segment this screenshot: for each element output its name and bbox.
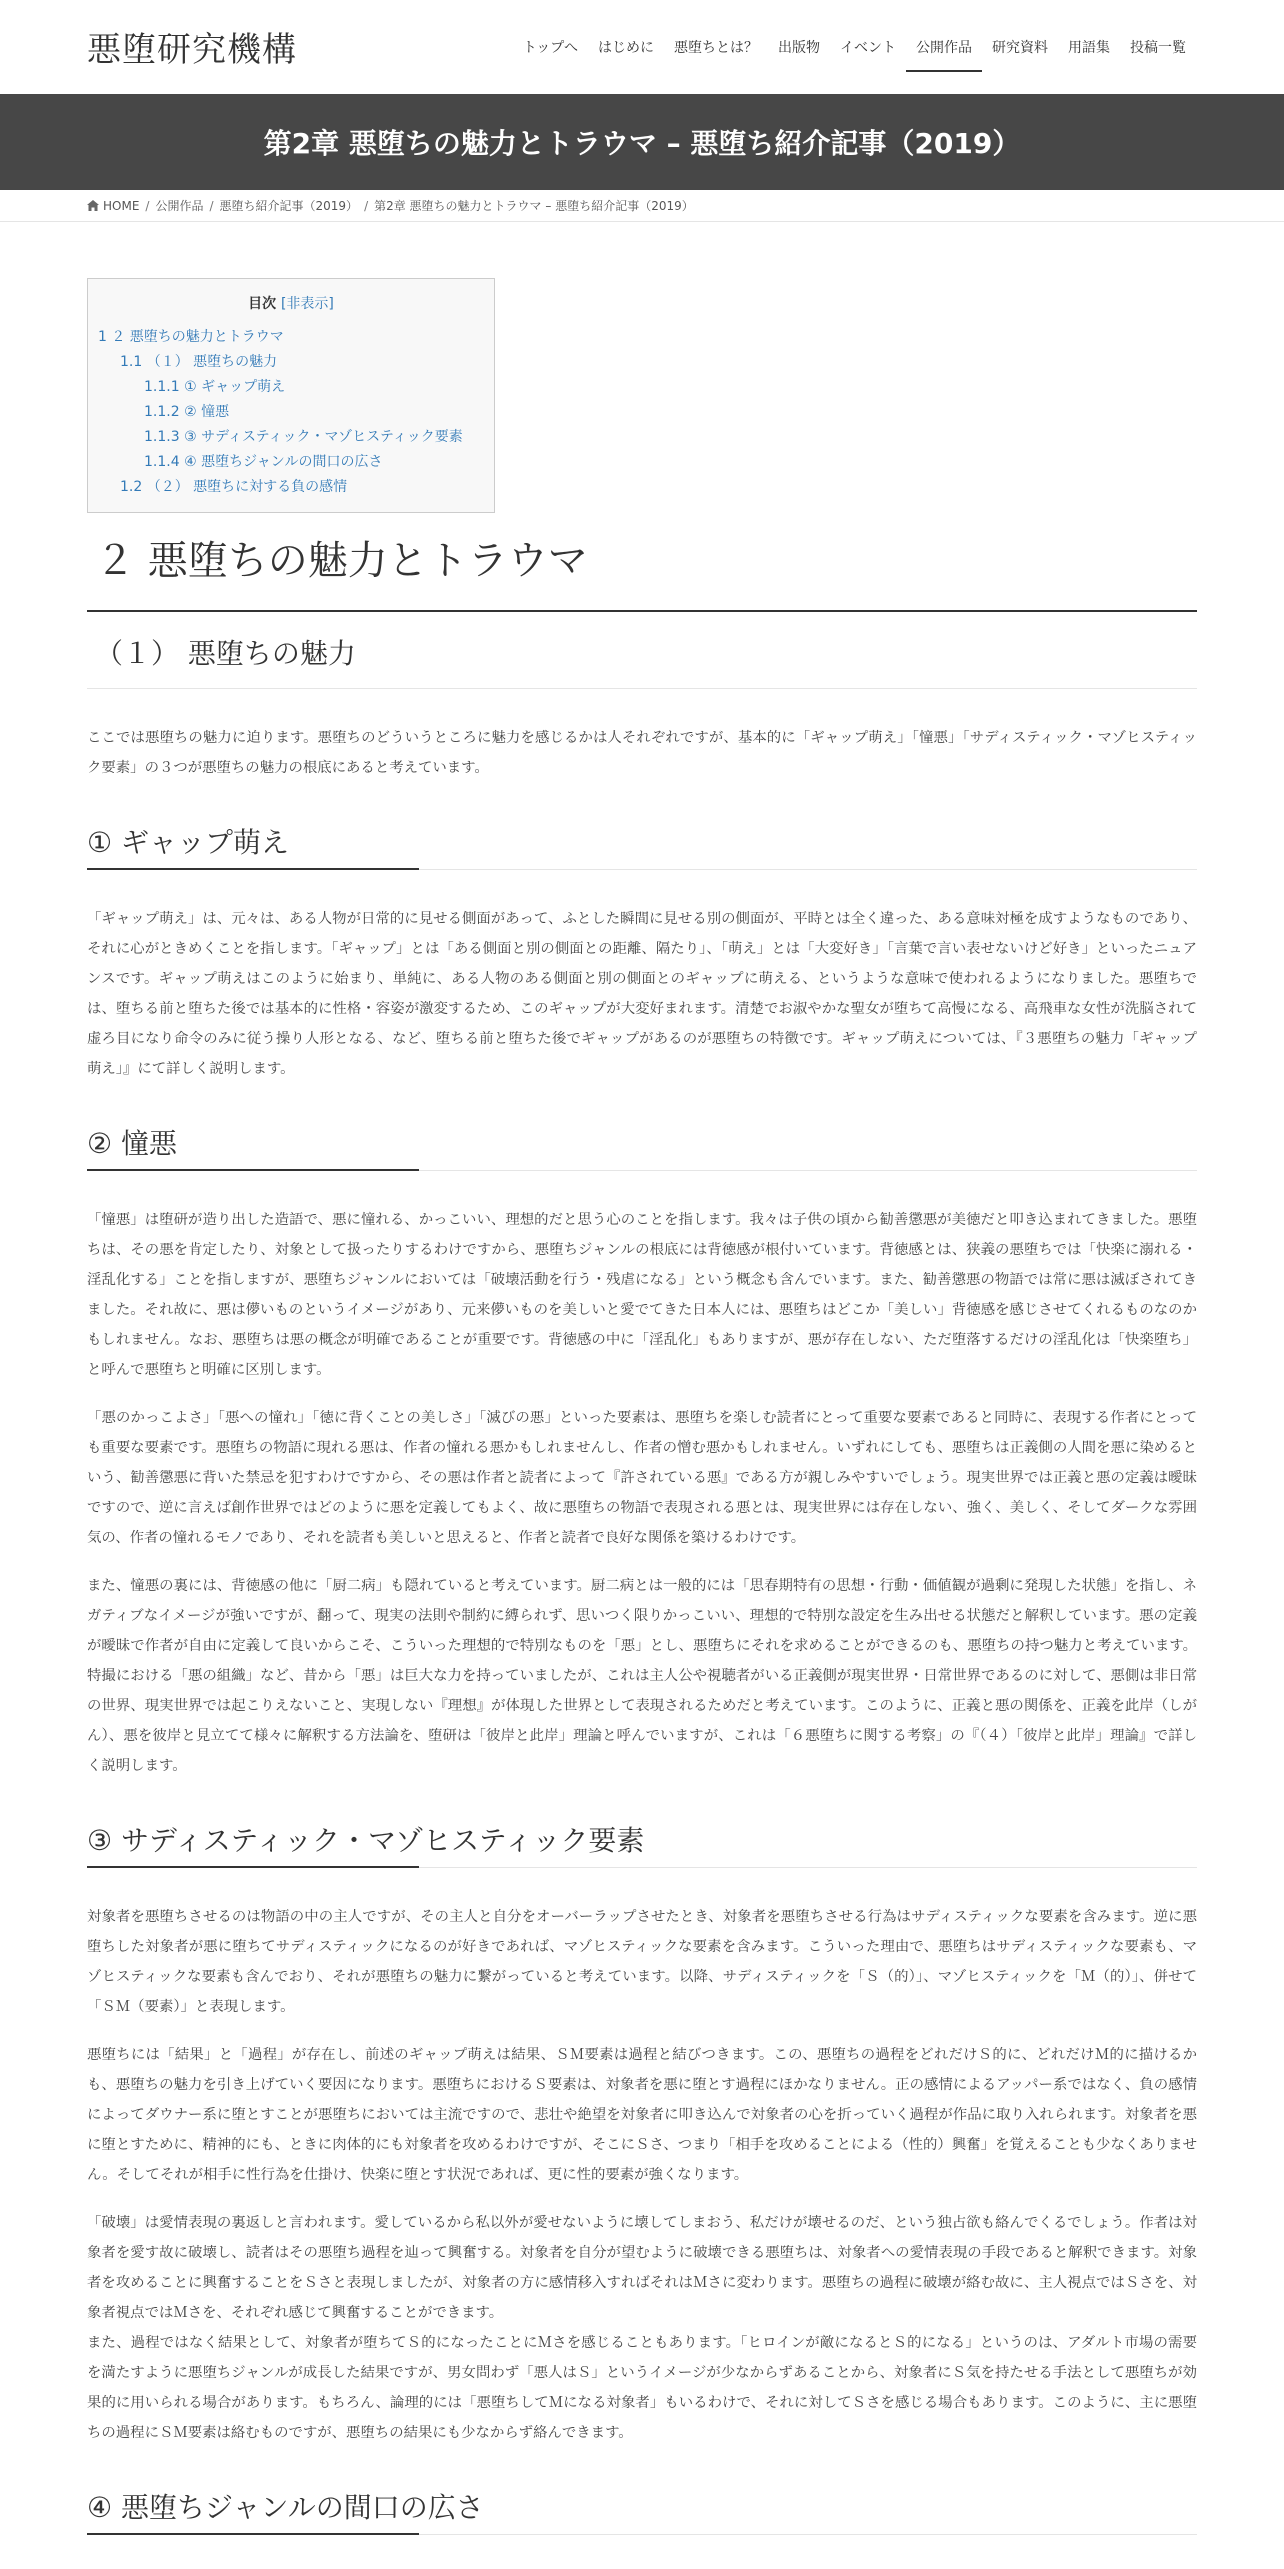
akugare-paragraph-2: 「悪のかっこよさ」「悪への憧れ」「徳に背くことの美しさ」「滅びの悪」といった要素は、悪堕ちを楽しむ読者にとって重要な要素であると同時に、表現する作者にとっても重要な要素です。悪堕ちの物語に現れる悪は、作者の憧れる悪かもしれませんし、作者の憎む悪かもしれません。いずれにしても、悪堕ちは正義側の人間を悪に染めるという、勧善懲悪に背いた禁忌を犯すわけですから、その悪は作者と読者によって『許されている悪』である方が親しみやすいでしょう。現実世界では正義と悪の定義は曖昧ですので、逆に言えば創作世界ではどのように悪を定義してもよく、故に悪堕ちの物語で表現される悪とは、現実世界には存在しない、強く、美しく、そしてダークな雰囲気の、作者の憧れるモノであり、それを読者も美しいと思えると、作者と読者で良好な関係を築けるわけです。	[87, 1410, 1197, 1546]
gap-paragraph: 「ギャップ萌え」は、元々は、ある人物が日常的に見せる側面があって、ふとした瞬間に見せる別の側面が、平時とは全く違った、ある意味対極を成すようなものであり、それに心がときめくことを指します。「ギャップ」とは「ある側面と別の側面との距離、隔たり」、「萌え」とは「大変好き」「言葉で言い表せないけど好き」といったニュアンスです。ギャップ萌えはこのように始まり、単純に、ある人物のある側面と別の側面とのギャップに萌える、というような意味で使われるようになりました。悪堕ちでは、堕ちる前と堕ちた後では基本的に性格・容姿が激変するため、このギャップが大変好まれます。清楚でお淑やかな聖女が堕ちて高慢になる、高飛車な女性が洗脳されて虚ろ目になり命令のみに従う操り人形となる、など、堕ちる前と堕ちた後でギャップがあるのが悪堕ちの特徴です。ギャップ萌えについては、『３悪堕ちの魅力「ギャップ萌え」』にて詳しく説明します。	[87, 911, 1197, 1077]
nav-item-glossary[interactable]: 用語集	[1068, 40, 1110, 56]
nav-item-research[interactable]: 研究資料	[992, 40, 1048, 56]
nav-item-events[interactable]: イベント	[840, 40, 896, 56]
section-heading: （１） 悪堕ちの魅力	[87, 612, 1197, 689]
nav-item-works[interactable]: 公開作品	[906, 0, 982, 94]
toc-title	[98, 293, 484, 313]
breadcrumb-separator: /	[364, 198, 369, 213]
toc-link-gap[interactable]: 1.1.1 ① ギャップ萌え	[144, 379, 286, 395]
toc-link-akugare[interactable]: 1.1.2 ② 憧悪	[144, 404, 230, 420]
akugare-paragraph-3: また、憧悪の裏には、背徳感の他に「厨二病」も隠れていると考えています。厨二病とは一般的には「思春期特有の思想・行動・価値観が過剰に発現した状態」を指し、ネガティブなイメージが強いですが、翻って、現実の法則や制約に縛られず、思いつく限りかっこいい、理想的で特別な設定を生み出せる状態だと解釈しています。悪の定義が曖昧で作者が自由に定義して良いからこそ、こういった理想的で特別なものを「悪」とし、悪堕ちにそれを求めることができるのも、悪堕ちの持つ魅力と考えています。特撮における「悪の組織」など、昔から「悪」は巨大な力を持っていましたが、これは主人公や視聴者がいる正義側が現実世界・日常世界であるのに対して、悪側は非日常の世界、現実世界では起こりえないこと、実現しない『理想』が体現した世界として表現されるためだと考えています。このように、正義と悪の関係を、正義を此岸（しがん）、悪を彼岸と見立てて様々に解釈する方法論を、堕研は「彼岸と此岸」理論と呼んでいますが、これは「６悪堕ちに関する考察」の『（４）「彼岸と此岸」理論』で詳しく説明します。	[87, 1578, 1197, 1774]
nav-item-posts[interactable]: 投稿一覧	[1130, 40, 1186, 56]
breadcrumb-home[interactable]: HOME	[103, 198, 140, 213]
toc-toggle-link[interactable]: [非表示]	[280, 296, 334, 312]
toc-list	[98, 325, 484, 500]
akugare-heading: ② 憧悪	[87, 1122, 1197, 1171]
article-content	[87, 278, 1197, 2569]
nav-item-what-is[interactable]: 悪堕ちとは？	[674, 40, 758, 56]
toc-link-chapter[interactable]: 1 ２ 悪堕ちの魅力とトラウマ	[98, 329, 284, 345]
toc-link-charm[interactable]: 1.1 （１） 悪堕ちの魅力	[120, 354, 278, 370]
toc-title-label: 目次	[248, 296, 277, 312]
nav-item-top[interactable]: トップへ	[522, 40, 578, 56]
sm-paragraph-1: 対象者を悪堕ちさせるのは物語の中の主人ですが、その主人と自分をオーバーラップさせたとき、対象者を悪堕ちさせる行為はサディスティックな要素を含みます。逆に悪堕ちした対象者が悪に堕ちてサディスティックになるのが好きであれば、マゾヒスティックな要素を含みます。こういった理由で、悪堕ちはサディスティックな要素も、マゾヒスティックな要素も含んでおり、それが悪堕ちの魅力に繋がっていると考えています。以降、サディスティックを「Ｓ（的）」、マゾヒスティックを「Ｍ（的）」、併せて「ＳＭ（要素）」と表現します。	[87, 1909, 1197, 2015]
sm-paragraph-3: 「破壊」は愛情表現の裏返しと言われます。愛しているから私以外が愛せないように壊してしまおう、私だけが壊せるのだ、という独占欲も絡んでくるでしょう。作者は対象者を愛す故に破壊し、読者はその悪堕ち過程を辿って興奮する。対象者を自分が望むように破壊できる悪堕ちは、対象者への愛情表現の手段であると解釈できます。対象者を攻めることに興奮することをＳさと表現しましたが、対象者の方に感情移入すればそれはＭさに変わります。悪堕ちの過程に破壊が絡む故に、主人視点ではＳさを、対象者視点ではＭさを、それぞれ感じて興奮することができます。	[87, 2215, 1197, 2321]
toc-link-negative[interactable]: 1.2 （２） 悪堕ちに対する負の感情	[120, 479, 348, 495]
sm-heading: ③ サディスティック・マゾヒスティック要素	[87, 1819, 1197, 1868]
gap-heading: ① ギャップ萌え	[87, 821, 1197, 870]
chapter-heading: ２ 悪堕ちの魅力とトラウマ	[87, 515, 1197, 612]
home-icon	[87, 200, 99, 211]
breadcrumb-separator: /	[209, 198, 214, 213]
breadth-heading: ④ 悪堕ちジャンルの間口の広さ	[87, 2486, 1197, 2535]
breadcrumb-current: 第2章 悪堕ちの魅力とトラウマ – 悪堕ち紹介記事（2019）	[374, 199, 694, 213]
breadcrumb-separator: /	[145, 198, 150, 213]
table-of-contents	[87, 278, 495, 513]
intro-paragraph: ここでは悪堕ちの魅力に迫ります。悪堕ちのどういうところに魅力を感じるかは人それぞれですが、基本的に「ギャップ萌え」「憧悪」「サディスティック・マゾヒスティック要素」の３つが悪堕ちの魅力の根底にあると考えています。	[87, 730, 1197, 776]
page-title-band	[0, 94, 1284, 190]
breadcrumb	[0, 190, 1284, 222]
toc-link-sm[interactable]: 1.1.3 ③ サディスティック・マゾヒスティック要素	[144, 429, 463, 445]
global-nav	[513, 0, 1196, 94]
site-header	[0, 0, 1284, 94]
sm-paragraph-4: また、過程ではなく結果として、対象者が堕ちてＳ的になったことにＭさを感じることもあります。「ヒロインが敵になるとＳ的になる」というのは、アダルト市場の需要を満たすように悪堕ちジャンルが成長した結果ですが、男女問わず「悪人はＳ」というイメージが少なからずあることから、対象者にＳ気を持たせる手法として悪堕ちが効果的に用いられる場合があります。もちろん、論理的には「悪堕ちしてＭになる対象者」もいるわけで、それに対してＳさを感じる場合もあります。このように、主に悪堕ちの過程にＳＭ要素は絡むものですが、悪堕ちの結果にも少なからず絡んできます。	[87, 2335, 1197, 2441]
akugare-paragraph-1: 「憧悪」は堕研が造り出した造語で、悪に憧れる、かっこいい、理想的だと思う心のことを指します。我々は子供の頃から勧善懲悪が美徳だと叩き込まれてきました。悪堕ちは、その悪を肯定したり、対象として扱ったりするわけですから、悪堕ちジャンルの根底には背徳感が根付いています。背徳感とは、狭義の悪堕ちでは「快楽に溺れる・淫乱化する」ことを指しますが、悪堕ちジャンルにおいては「破壊活動を行う・残虐になる」という概念も含んでいます。また、勧善懲悪の物語では常に悪は滅ぼされてきました。それ故に、悪は儚いものというイメージがあり、元来儚いものを美しいと愛でてきた日本人には、悪堕ちはどこか「美しい」背徳感を感じさせてくれるものなのかもしれません。なお、悪堕ちは悪の概念が明確であることが重要です。背徳感の中に「淫乱化」もありますが、悪が存在しない、ただ堕落するだけの淫乱化は「快楽堕ち」と呼んで悪堕ちと明確に区別します。	[87, 1212, 1197, 1378]
sm-paragraph-2: 悪堕ちには「結果」と「過程」が存在し、前述のギャップ萌えは結果、ＳＭ要素は過程と結びつきます。この、悪堕ちの過程をどれだけＳ的に、どれだけＭ的に描けるかも、悪堕ちの魅力を引き上げていく要因になります。悪堕ちにおけるＳ要素は、対象者を悪に堕とす過程にほかなりません。正の感情によるアッパー系ではなく、負の感情によってダウナー系に堕とすことが悪堕ちにおいては主流ですので、悲壮や絶望を対象者に叩き込んで対象者の心を折っていく過程が作品に取り入れられます。対象者を悪に堕とすために、精神的にも、ときに肉体的にも対象者を攻めるわけですが、そこにＳさ、つまり「相手を攻めることによる（性的）興奮」を覚えることも少なくありません。そしてそれが相手に性行為を仕掛け、快楽に堕とす状況であれば、更に性的要素が強くなります。	[87, 2047, 1198, 2183]
breadcrumb-works[interactable]: 公開作品	[155, 199, 204, 213]
nav-item-publications[interactable]: 出版物	[778, 40, 820, 56]
toc-link-breadth[interactable]: 1.1.4 ④ 悪堕ちジャンルの間口の広さ	[144, 454, 383, 470]
page-title: 第2章 悪堕ちの魅力とトラウマ – 悪堕ち紹介記事（2019）	[263, 127, 1021, 160]
nav-item-intro[interactable]: はじめに	[598, 40, 654, 56]
site-logo[interactable]: 悪堕研究機構	[87, 30, 297, 70]
breadcrumb-series[interactable]: 悪堕ち紹介記事（2019）	[219, 199, 359, 213]
